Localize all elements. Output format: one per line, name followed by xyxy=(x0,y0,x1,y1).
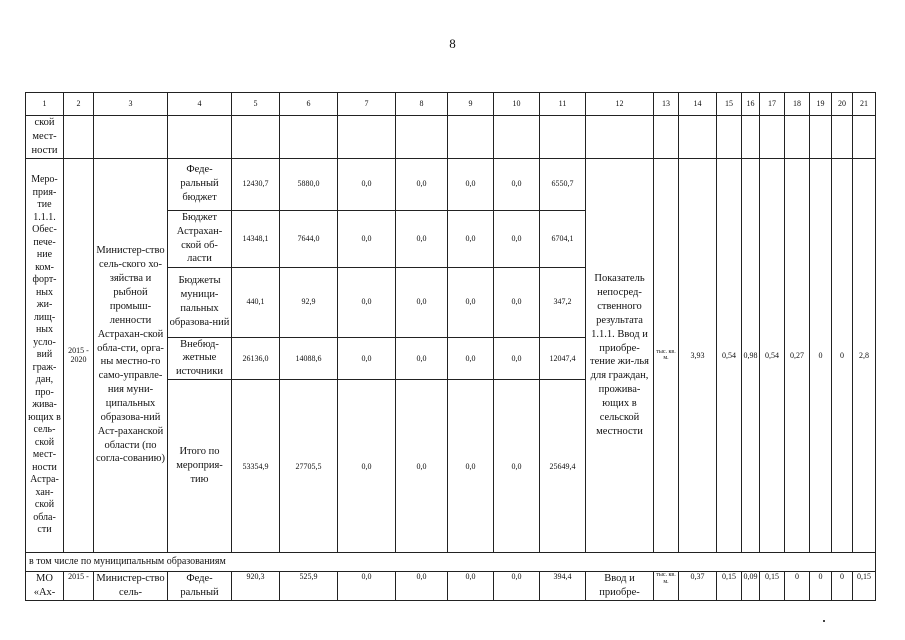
value-cell: 0,0 xyxy=(494,337,540,380)
indicator-value: 0,15 xyxy=(717,572,742,601)
value-cell: 0,0 xyxy=(448,572,494,601)
header-cell: 10 xyxy=(494,93,540,116)
value-cell: 0,0 xyxy=(338,210,396,267)
header-row xyxy=(26,93,876,116)
header-cell: 21 xyxy=(853,93,876,116)
indicator-value: 0 xyxy=(810,158,832,553)
header-cell: 15 xyxy=(717,93,742,116)
value-cell: 0,0 xyxy=(396,572,448,601)
mo-period: 2015 - xyxy=(64,572,94,601)
indicator-value: 0,15 xyxy=(853,572,876,601)
header-cell: 4 xyxy=(168,93,232,116)
mo-executor: Министер-ство сель- xyxy=(94,572,168,601)
indicator-value: 0,15 xyxy=(760,572,785,601)
value-cell: 394,4 xyxy=(540,572,586,601)
value-cell: 440,1 xyxy=(232,267,280,337)
unit-cell: тыс. кв. м. xyxy=(654,572,679,601)
mo-result: Ввод и приобре- xyxy=(586,572,654,601)
value-cell: 0,0 xyxy=(338,158,396,210)
value-cell: 0,0 xyxy=(396,158,448,210)
value-cell: 0,0 xyxy=(396,267,448,337)
header-cell: 18 xyxy=(785,93,810,116)
value-cell: 14088,6 xyxy=(280,337,338,380)
source-name: Бюджет Астрахан-ской об-ласти xyxy=(168,210,232,267)
value-cell: 920,3 xyxy=(232,572,280,601)
indicator-value: 0,98 xyxy=(742,158,760,553)
result-indicator: Показатель непосред-ственного результата 1.1.1. Ввод и приобре-тение жи-лья для граждан, прожива-ющих в сельской местности xyxy=(586,158,654,553)
value-cell: 0,0 xyxy=(494,380,540,553)
header-cell: 14 xyxy=(679,93,717,116)
indicator-value: 0,37 xyxy=(679,572,717,601)
value-cell: 0,0 xyxy=(448,380,494,553)
value-cell: 14348,1 xyxy=(232,210,280,267)
indicator-value: 0 xyxy=(810,572,832,601)
measure-row-federal xyxy=(26,158,876,210)
value-cell: 0,0 xyxy=(338,572,396,601)
indicator-value: 2,8 xyxy=(853,158,876,553)
indicator-value: 0 xyxy=(832,572,853,601)
value-cell: 0,0 xyxy=(448,158,494,210)
value-cell: 6704,1 xyxy=(540,210,586,267)
value-cell: 0,0 xyxy=(448,337,494,380)
value-cell: 0,0 xyxy=(494,267,540,337)
header-cell: 1 xyxy=(26,93,64,116)
header-cell: 5 xyxy=(232,93,280,116)
measure-period: 2015 - 2020 xyxy=(64,158,94,553)
value-cell: 0,0 xyxy=(396,337,448,380)
header-cell: 17 xyxy=(760,93,785,116)
header-cell: 9 xyxy=(448,93,494,116)
mo-source: Феде-ральный xyxy=(168,572,232,601)
indicator-value: 0 xyxy=(785,572,810,601)
continuation-row xyxy=(26,116,876,159)
value-cell: 0,0 xyxy=(494,572,540,601)
indicator-value: 0,54 xyxy=(760,158,785,553)
value-cell: 0,0 xyxy=(396,380,448,553)
indicator-value: 0,27 xyxy=(785,158,810,553)
header-cell: 6 xyxy=(280,93,338,116)
value-cell: 0,0 xyxy=(396,210,448,267)
continuation-text: ской мест-ности xyxy=(26,116,64,159)
value-cell: 25649,4 xyxy=(540,380,586,553)
measure-title: Меро-прия-тие 1.1.1. Обес-пече-ние ком-форт-ных жи-лищ-ных усло-вий граж-дан, про-жива-ющих в сель-ской мест-ности Астра-хан-ской обла-сти xyxy=(26,158,64,553)
value-cell: 0,0 xyxy=(494,158,540,210)
value-cell: 5880,0 xyxy=(280,158,338,210)
value-cell: 0,0 xyxy=(338,380,396,553)
value-cell: 347,2 xyxy=(540,267,586,337)
scan-speck xyxy=(823,620,825,622)
header-cell: 8 xyxy=(396,93,448,116)
value-cell: 53354,9 xyxy=(232,380,280,553)
value-cell: 12047,4 xyxy=(540,337,586,380)
header-cell: 3 xyxy=(94,93,168,116)
unit-cell: тыс. кв. м. xyxy=(654,158,679,553)
program-table xyxy=(25,92,876,601)
value-cell: 26136,0 xyxy=(232,337,280,380)
value-cell: 0,0 xyxy=(338,337,396,380)
value-cell: 525,9 xyxy=(280,572,338,601)
source-name: Внебюд-жетные источники xyxy=(168,337,232,380)
source-name: Феде-ральный бюджет xyxy=(168,158,232,210)
value-cell: 27705,5 xyxy=(280,380,338,553)
source-name: Бюджеты муници-пальных образова-ний xyxy=(168,267,232,337)
source-name: Итого по мероприя-тию xyxy=(168,380,232,553)
header-cell: 16 xyxy=(742,93,760,116)
value-cell: 7644,0 xyxy=(280,210,338,267)
value-cell: 6550,7 xyxy=(540,158,586,210)
header-cell: 2 xyxy=(64,93,94,116)
header-cell: 11 xyxy=(540,93,586,116)
value-cell: 92,9 xyxy=(280,267,338,337)
value-cell: 0,0 xyxy=(494,210,540,267)
municipal-note: в том числе по муниципальным образованиям xyxy=(26,553,876,572)
page-number: 8 xyxy=(449,36,456,51)
header-cell: 13 xyxy=(654,93,679,116)
indicator-value: 3,93 xyxy=(679,158,717,553)
mo-row xyxy=(26,572,876,601)
header-cell: 19 xyxy=(810,93,832,116)
indicator-value: 0,54 xyxy=(717,158,742,553)
mo-title: МО «Ах- xyxy=(26,572,64,601)
value-cell: 0,0 xyxy=(448,210,494,267)
indicator-value: 0 xyxy=(832,158,853,553)
indicator-value: 0,09 xyxy=(742,572,760,601)
header-cell: 7 xyxy=(338,93,396,116)
value-cell: 0,0 xyxy=(338,267,396,337)
municipal-note-row xyxy=(26,553,876,572)
value-cell: 12430,7 xyxy=(232,158,280,210)
measure-executor: Министер-ство сель-ского хо-зяйства и рыбной промыш-ленности Астрахан-ской обла-сти, орга-ны местно-го само-управле-ния муни-ципальных образова-ний Аст-раханской области (по согла-сованию) xyxy=(94,158,168,553)
value-cell: 0,0 xyxy=(448,267,494,337)
header-cell: 12 xyxy=(586,93,654,116)
header-cell: 20 xyxy=(832,93,853,116)
